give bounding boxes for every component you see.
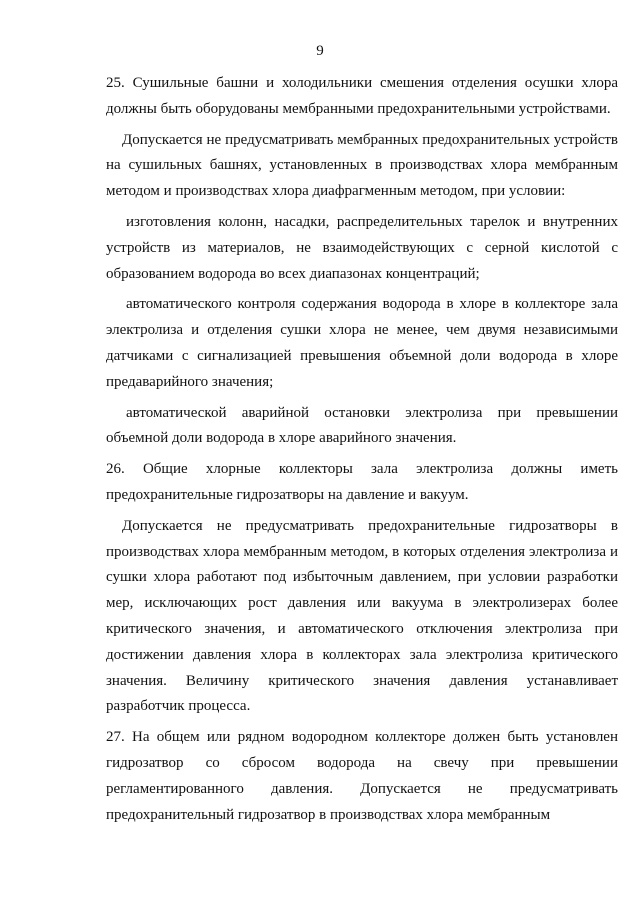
paragraph-26-exception: Допускается не предусматривать предохранительные гидрозатворы в производствах хлора мембранным методом, в которых отделения электролиза и сушки хлора работают под избыточным давлением, при условии разработки мер, исключающих рост давления или вакуума в электролизерах более критического значения, и автоматического отключения электролиза при достижении давления хлора в коллекторах зала электролиза критического значения. Величину критического значения давления устанавливает разработчик процесса. [106, 517, 618, 715]
condition-hydrogen-monitoring: автоматического контроля содержания водорода в хлоре в коллекторе зала электролиза и отделения сушки хлора не менее, чем двумя независимыми датчиками с сигнализацией превышения объемной доли водорода в хлоре предаварийного значения; [106, 296, 618, 390]
page-number: 9 [316, 43, 324, 59]
condition-materials: изготовления колонн, насадки, распределительных тарелок и внутренних устройств из материалов, не взаимодействующих с серной кислотой с образованием водорода во всех диапазонах концентраций; [106, 213, 618, 282]
paragraph-27: 27. На общем или рядном водородном коллекторе должен быть установлен гидрозатвор со сбросом водорода на свечу при превышении регламентированного давления. Допускается не предусматривать предохранительный гидрозатвор в производствах хлора мембранным [106, 729, 618, 823]
paragraph-25: 25. Сушильные башни и холодильники смешения отделения осушки хлора должны быть оборудованы мембранными предохранительными устройствами. [106, 75, 618, 117]
paragraph-25-exception: Допускается не предусматривать мембранных предохранительных устройств на сушильных башнях, установленных в производствах хлора мембранным методом и производствах хлора диафрагменным методом, при условии: [106, 131, 618, 200]
document-body [106, 71, 618, 828]
paragraph-26: 26. Общие хлорные коллекторы зала электролиза должны иметь предохранительные гидрозатворы на давление и вакуум. [106, 461, 618, 503]
condition-emergency-stop: автоматической аварийной остановки электролиза при превышении объемной доли водорода в хлоре аварийного значения. [106, 404, 618, 447]
